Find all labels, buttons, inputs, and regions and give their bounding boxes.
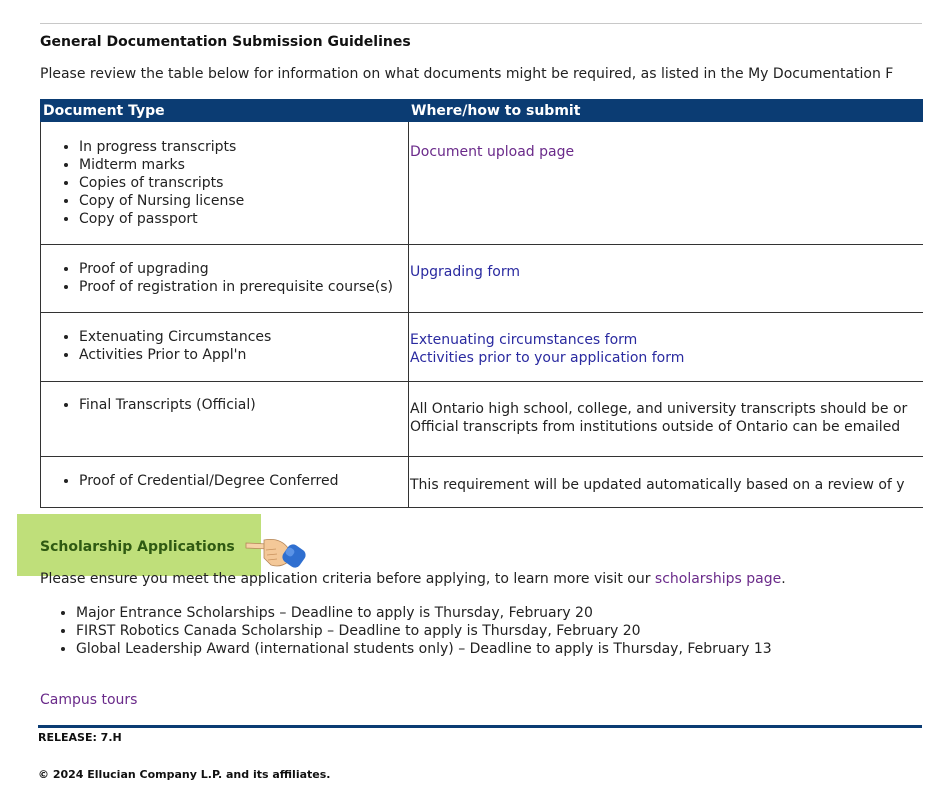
list-item: • Midterm marks (79, 156, 408, 174)
scholarship-list (40, 604, 772, 658)
list-item: • In progress transcripts (79, 138, 408, 156)
table-row (41, 313, 923, 382)
criteria-suffix: . (781, 571, 786, 587)
scholarship-title: Scholarship Applications (40, 539, 235, 555)
activities-prior-link[interactable]: Activities prior to your application form (410, 350, 685, 366)
outside-ontario-text: Official transcripts from institutions outside of Ontario can be emailed (410, 419, 901, 435)
section-title: General Documentation Submission Guidelines (40, 34, 411, 50)
list-item: • FIRST Robotics Canada Scholarship – Deadline to apply is Thursday, February 20 (76, 622, 772, 640)
criteria-text (40, 571, 786, 587)
criteria-prefix: Please ensure you meet the application criteria before applying, to learn more visit our (40, 571, 655, 587)
upgrading-form-link[interactable]: Upgrading form (410, 264, 520, 280)
document-list (41, 260, 408, 296)
document-types-cell (41, 382, 409, 457)
documents-table (40, 99, 923, 508)
submit-cell (409, 245, 923, 313)
ontario-transcripts-text: All Ontario high school, college, and university transcripts should be or (410, 401, 908, 417)
document-types-cell (41, 313, 409, 382)
list-item: • Final Transcripts (Official) (79, 396, 408, 414)
list-item: • Proof of registration in prerequisite course(s) (79, 278, 408, 296)
list-item: • Global Leadership Award (international students only) – Deadline to apply is Thursday, February 13 (76, 640, 772, 658)
table-row (41, 457, 923, 508)
document-list (41, 138, 408, 228)
submit-cell (409, 313, 923, 382)
document-upload-link[interactable]: Document upload page (410, 144, 575, 160)
list-item: • Proof of upgrading (79, 260, 408, 278)
credential-requirement-text: This requirement will be updated automatically based on a review of y (410, 477, 905, 493)
release-label: RELEASE: 7.H (38, 731, 122, 744)
footer-divider (38, 725, 922, 728)
list-item: • Copy of Nursing license (79, 192, 408, 210)
intro-text: Please review the table below for information on what documents might be required, as listed in the My Documentation F (40, 66, 894, 82)
table-row (41, 122, 923, 245)
table-header-row (41, 100, 923, 122)
list-item: • Extenuating Circumstances (79, 328, 408, 346)
document-types-cell (41, 122, 409, 245)
list-item: • Copy of passport (79, 210, 408, 228)
submit-cell (409, 457, 923, 508)
extenuating-circumstances-link[interactable]: Extenuating circumstances form (410, 332, 638, 348)
list-item: • Major Entrance Scholarships – Deadline to apply is Thursday, February 20 (76, 604, 772, 622)
campus-tours-link[interactable]: Campus tours (40, 692, 138, 708)
pointing-hand-icon (244, 528, 308, 574)
document-types-cell (41, 245, 409, 313)
document-types-cell (41, 457, 409, 508)
table-row (41, 382, 923, 457)
list-item: • Proof of Credential/Degree Conferred (79, 472, 408, 490)
document-list (41, 396, 408, 414)
copyright-text: © 2024 Ellucian Company L.P. and its affiliates. (38, 768, 331, 781)
scholarships-page-link[interactable]: scholarships page (654, 571, 782, 587)
document-list (41, 472, 408, 490)
submit-cell (409, 382, 923, 457)
list-item: • Copies of transcripts (79, 174, 408, 192)
header-document-type: Document Type (41, 100, 409, 122)
table-row (41, 245, 923, 313)
header-where-to-submit: Where/how to submit (409, 100, 923, 122)
top-divider (40, 23, 922, 24)
list-item: • Activities Prior to Appl'n (79, 346, 408, 364)
submit-cell (409, 122, 923, 245)
document-list (41, 328, 408, 364)
